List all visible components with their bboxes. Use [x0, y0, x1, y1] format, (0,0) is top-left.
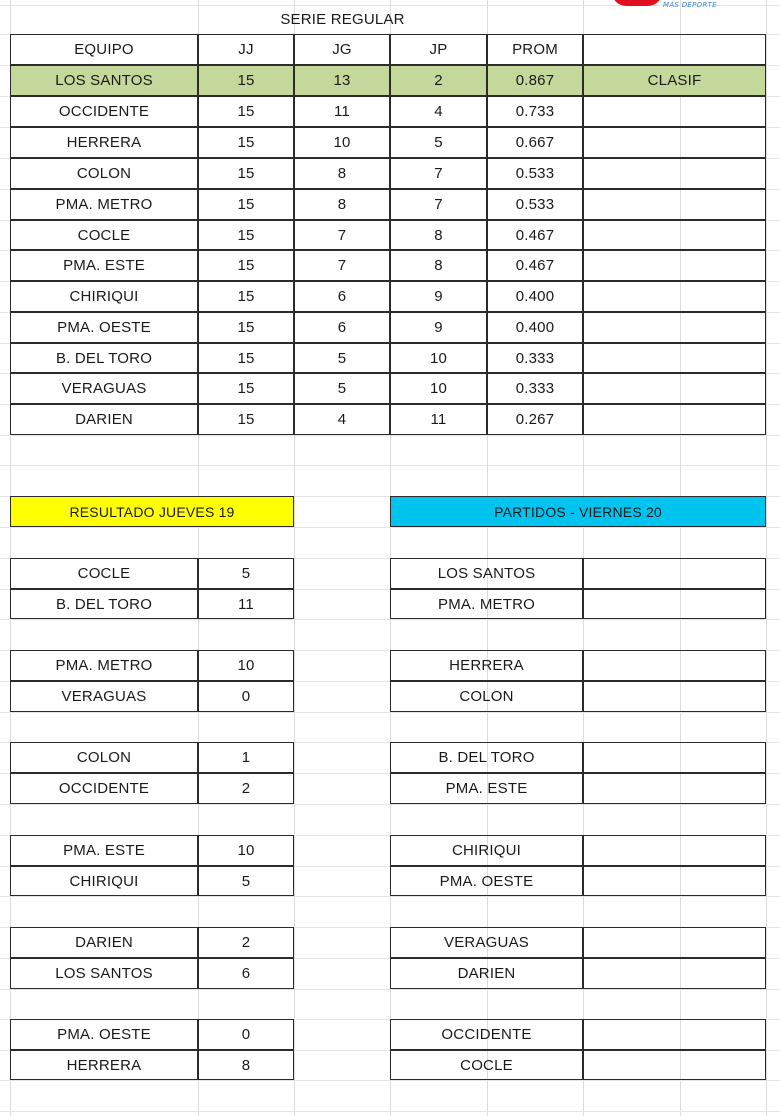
- result-score-cell[interactable]: 10: [198, 835, 294, 866]
- upcoming-score-cell[interactable]: [583, 835, 766, 866]
- standings-cell-prom[interactable]: 0.733: [487, 96, 583, 127]
- upcoming-score-cell[interactable]: [583, 773, 766, 804]
- standings-cell-team[interactable]: PMA. ESTE: [10, 250, 198, 281]
- grid-row-line: [0, 527, 780, 528]
- grid-row-line: [0, 989, 780, 990]
- standings-cell-extra[interactable]: [583, 96, 766, 127]
- standings-cell-jp[interactable]: 10: [390, 373, 487, 404]
- result-team-cell[interactable]: COLON: [10, 742, 198, 773]
- upcoming-team-cell[interactable]: DARIEN: [390, 958, 583, 989]
- standings-cell-prom[interactable]: 0.267: [487, 404, 583, 435]
- upcoming-team-cell[interactable]: LOS SANTOS: [390, 558, 583, 589]
- upcoming-score-cell[interactable]: [583, 958, 766, 989]
- result-score-cell[interactable]: 8: [198, 1050, 294, 1080]
- standings-cell-jg[interactable]: 13: [294, 65, 390, 96]
- standings-cell-team[interactable]: DARIEN: [10, 404, 198, 435]
- upcoming-team-cell[interactable]: CHIRIQUI: [390, 835, 583, 866]
- standings-header-team[interactable]: EQUIPO: [10, 34, 198, 65]
- standings-cell-jp[interactable]: 10: [390, 343, 487, 373]
- standings-cell-team[interactable]: LOS SANTOS: [10, 65, 198, 96]
- standings-cell-prom[interactable]: 0.467: [487, 250, 583, 281]
- standings-cell-jg[interactable]: 5: [294, 343, 390, 373]
- standings-cell-jg[interactable]: 7: [294, 250, 390, 281]
- standings-cell-jj[interactable]: 15: [198, 127, 294, 158]
- result-score-cell[interactable]: 1: [198, 742, 294, 773]
- result-score-cell[interactable]: 5: [198, 866, 294, 896]
- upcoming-score-cell[interactable]: [583, 1019, 766, 1050]
- result-team-cell[interactable]: B. DEL TORO: [10, 589, 198, 619]
- upcoming-team-cell[interactable]: B. DEL TORO: [390, 742, 583, 773]
- upcoming-score-cell[interactable]: [583, 589, 766, 619]
- upcoming-score-cell[interactable]: [583, 650, 766, 681]
- grid-row-line: [0, 435, 780, 436]
- upcoming-score-cell[interactable]: [583, 558, 766, 589]
- standings-cell-team[interactable]: COLON: [10, 158, 198, 189]
- standings-cell-team[interactable]: HERRERA: [10, 127, 198, 158]
- page-title: SERIE REGULAR: [280, 11, 405, 28]
- standings-cell-jg[interactable]: 8: [294, 189, 390, 220]
- standings-cell-jj[interactable]: 15: [198, 312, 294, 343]
- standings-cell-jp[interactable]: 4: [390, 96, 487, 127]
- standings-cell-jp[interactable]: 5: [390, 127, 487, 158]
- grid-row-line: [0, 465, 780, 466]
- standings-cell-jj[interactable]: 15: [198, 404, 294, 435]
- standings-cell-jp[interactable]: 11: [390, 404, 487, 435]
- standings-cell-team[interactable]: B. DEL TORO: [10, 343, 198, 373]
- standings-cell-jg[interactable]: 11: [294, 96, 390, 127]
- result-score-cell[interactable]: 2: [198, 927, 294, 958]
- result-score-cell[interactable]: 0: [198, 681, 294, 712]
- upcoming-team-cell[interactable]: PMA. OESTE: [390, 866, 583, 896]
- result-score-cell[interactable]: 6: [198, 958, 294, 989]
- standings-cell-team[interactable]: VERAGUAS: [10, 373, 198, 404]
- standings-header-jg[interactable]: JG: [294, 34, 390, 65]
- upcoming-score-cell[interactable]: [583, 742, 766, 773]
- standings-cell-jp[interactable]: 9: [390, 281, 487, 312]
- standings-header-extra[interactable]: [583, 34, 766, 65]
- result-team-cell[interactable]: COCLE: [10, 558, 198, 589]
- standings-clasif-label[interactable]: CLASIF: [583, 65, 766, 96]
- standings-cell-jp[interactable]: 8: [390, 220, 487, 250]
- result-score-cell[interactable]: 5: [198, 558, 294, 589]
- standings-cell-team[interactable]: PMA. OESTE: [10, 312, 198, 343]
- standings-cell-prom[interactable]: 0.333: [487, 373, 583, 404]
- result-team-cell[interactable]: HERRERA: [10, 1050, 198, 1080]
- result-team-cell[interactable]: CHIRIQUI: [10, 866, 198, 896]
- grid-row-line: [0, 712, 780, 713]
- standings-cell-extra[interactable]: [583, 220, 766, 250]
- standings-cell-jg[interactable]: 6: [294, 312, 390, 343]
- standings-cell-extra[interactable]: [583, 158, 766, 189]
- standings-cell-team[interactable]: CHIRIQUI: [10, 281, 198, 312]
- upcoming-team-cell[interactable]: VERAGUAS: [390, 927, 583, 958]
- result-team-cell[interactable]: LOS SANTOS: [10, 958, 198, 989]
- standings-cell-prom[interactable]: 0.400: [487, 281, 583, 312]
- standings-cell-jg[interactable]: 8: [294, 158, 390, 189]
- standings-cell-jp[interactable]: 2: [390, 65, 487, 96]
- standings-cell-jp[interactable]: 9: [390, 312, 487, 343]
- upcoming-team-cell[interactable]: PMA. ESTE: [390, 773, 583, 804]
- standings-cell-jj[interactable]: 15: [198, 189, 294, 220]
- brand-logo-text: MAS DEPORTE: [663, 1, 717, 9]
- standings-cell-team[interactable]: OCCIDENTE: [10, 96, 198, 127]
- standings-header-jp[interactable]: JP: [390, 34, 487, 65]
- result-team-cell[interactable]: PMA. METRO: [10, 650, 198, 681]
- standings-cell-extra[interactable]: [583, 312, 766, 343]
- standings-cell-jj[interactable]: 15: [198, 65, 294, 96]
- result-score-cell[interactable]: 11: [198, 589, 294, 619]
- result-team-cell[interactable]: OCCIDENTE: [10, 773, 198, 804]
- grid-row-line: [0, 1080, 780, 1081]
- standings-cell-jg[interactable]: 5: [294, 373, 390, 404]
- results-header[interactable]: RESULTADO JUEVES 19: [10, 496, 294, 527]
- standings-cell-extra[interactable]: [583, 281, 766, 312]
- upcoming-team-cell[interactable]: HERRERA: [390, 650, 583, 681]
- standings-cell-jg[interactable]: 6: [294, 281, 390, 312]
- standings-cell-extra[interactable]: [583, 404, 766, 435]
- upcoming-score-cell[interactable]: [583, 1050, 766, 1080]
- standings-cell-jg[interactable]: 7: [294, 220, 390, 250]
- upcoming-score-cell[interactable]: [583, 681, 766, 712]
- standings-cell-prom[interactable]: 0.867: [487, 65, 583, 96]
- upcoming-score-cell[interactable]: [583, 866, 766, 896]
- standings-cell-extra[interactable]: [583, 250, 766, 281]
- grid-row-line: [0, 804, 780, 805]
- standings-cell-jj[interactable]: 15: [198, 158, 294, 189]
- standings-cell-prom[interactable]: 0.467: [487, 220, 583, 250]
- standings-cell-jp[interactable]: 7: [390, 158, 487, 189]
- standings-cell-jg[interactable]: 10: [294, 127, 390, 158]
- standings-cell-extra[interactable]: [583, 127, 766, 158]
- standings-cell-prom[interactable]: 0.333: [487, 343, 583, 373]
- upcoming-team-cell[interactable]: COCLE: [390, 1050, 583, 1080]
- upcoming-team-cell[interactable]: PMA. METRO: [390, 589, 583, 619]
- result-team-cell[interactable]: VERAGUAS: [10, 681, 198, 712]
- standings-header-prom[interactable]: PROM: [487, 34, 583, 65]
- standings-cell-jj[interactable]: 15: [198, 96, 294, 127]
- standings-cell-prom[interactable]: 0.533: [487, 189, 583, 220]
- result-team-cell[interactable]: PMA. OESTE: [10, 1019, 198, 1050]
- standings-cell-prom[interactable]: 0.667: [487, 127, 583, 158]
- standings-cell-prom[interactable]: 0.400: [487, 312, 583, 343]
- result-score-cell[interactable]: 10: [198, 650, 294, 681]
- standings-cell-extra[interactable]: [583, 189, 766, 220]
- upcoming-header[interactable]: PARTIDOS - VIERNES 20: [390, 496, 766, 527]
- upcoming-team-cell[interactable]: COLON: [390, 681, 583, 712]
- standings-header-jj[interactable]: JJ: [198, 34, 294, 65]
- standings-cell-jp[interactable]: 7: [390, 189, 487, 220]
- result-team-cell[interactable]: PMA. ESTE: [10, 835, 198, 866]
- standings-cell-jj[interactable]: 15: [198, 250, 294, 281]
- upcoming-team-cell[interactable]: OCCIDENTE: [390, 1019, 583, 1050]
- standings-cell-extra[interactable]: [583, 373, 766, 404]
- standings-cell-jg[interactable]: 4: [294, 404, 390, 435]
- standings-cell-jj[interactable]: 15: [198, 343, 294, 373]
- standings-cell-extra[interactable]: [583, 343, 766, 373]
- grid-row-line: [0, 1111, 780, 1112]
- standings-cell-jj[interactable]: 15: [198, 220, 294, 250]
- grid-row-line: [0, 619, 780, 620]
- standings-cell-prom[interactable]: 0.533: [487, 158, 583, 189]
- upcoming-score-cell[interactable]: [583, 927, 766, 958]
- standings-cell-team[interactable]: COCLE: [10, 220, 198, 250]
- standings-cell-jj[interactable]: 15: [198, 373, 294, 404]
- result-team-cell[interactable]: DARIEN: [10, 927, 198, 958]
- standings-cell-jp[interactable]: 8: [390, 250, 487, 281]
- result-score-cell[interactable]: 2: [198, 773, 294, 804]
- standings-cell-jj[interactable]: 15: [198, 281, 294, 312]
- standings-cell-team[interactable]: PMA. METRO: [10, 189, 198, 220]
- grid-row-line: [0, 896, 780, 897]
- result-score-cell[interactable]: 0: [198, 1019, 294, 1050]
